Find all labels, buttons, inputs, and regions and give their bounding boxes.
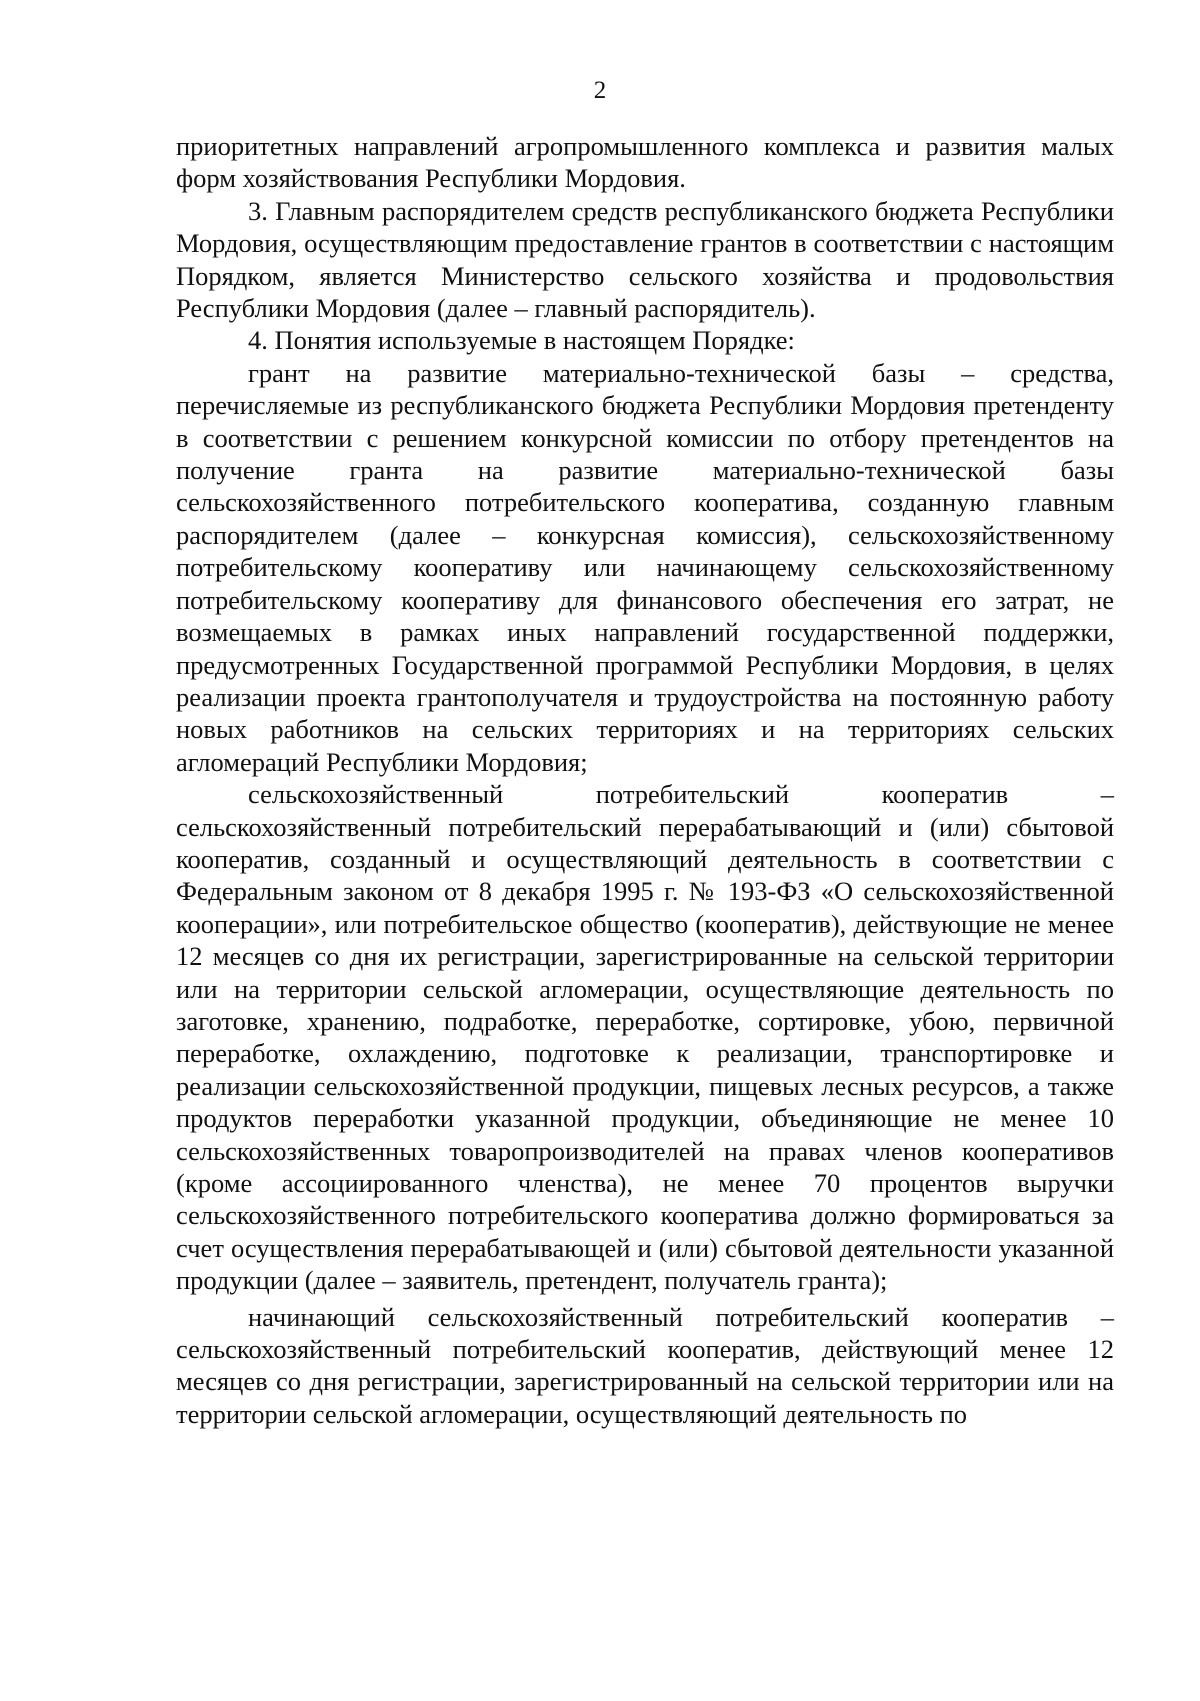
paragraph-clause-4: 4. Понятия используемые в настоящем Порядке: xyxy=(248,325,795,356)
paragraph-clause-3: 3. Главным распорядителем средств республиканского бюджета Республики Мордовия, осуществляющим предоставление грантов в соответствии с настоящим Порядком, является Министерство сельского хозяйства и продовольствия Республики Мордовия (далее – главный распорядитель). xyxy=(176,195,1114,324)
paragraph-cooperative-definition: сельскохозяйственный потребительский кооператив – сельскохозяйственный потребительский перерабатывающий и (или) сбытовой кооператив, созданный и осуществляющий деятельность в соответствии с Федеральным законом от 8 декабря 1995 г. № 193-ФЗ «О сельскохозяйственной кооперации», или потребительское общество (кооператив), действующие не менее 12 месяцев со дня их регистрации, зарегистрированные на сельской территории или на территории сельской агломерации, осуществляющие деятельность по заготовке, хранению, подработке, переработке, сортировке, убою, первичной переработке, охлаждению, подготовке к реализации, транспортировке и реализации сельскохозяйственной продукции, пищевых лесных ресурсов, а также продуктов переработки указанной продукции, объединяющие не менее 10 сельскохозяйственных товаропроизводителей на правах членов кооперативов (кроме ассоциированного членства), не менее 70 процентов выручки сельскохозяйственного потребительского кооператива должно формироваться за счет осуществления перерабатывающей и (или) сбытовой деятельности указанной продукции (далее – заявитель, претендент, получатель гранта); xyxy=(176,779,1114,1296)
paragraph-grant-definition: грант на развитие материально-технической базы – средства, перечисляемые из республиканского бюджета Республики Мордовия претенденту в соответствии с решением конкурсной комиссии по отбору претендентов на получение гранта на развитие материально-технической базы сельскохозяйственного потребительского кооператива, созданную главным распорядителем (далее – конкурсная комиссия), сельскохозяйственному потребительскому кооперативу или начинающему сельскохозяйственному потребительскому кооперативу для финансового обеспечения его затрат, не возмещаемых в рамках иных направлений государственной поддержки, предусмотренных Государственной программой Республики Мордовия, в целях реализации проекта грантополучателя и трудоустройства на постоянную работу новых работников на сельских территориях и на территориях сельских агломераций Республики Мордовия; xyxy=(176,357,1114,777)
paragraph-starting-cooperative-definition: начинающий сельскохозяйственный потребительский кооператив – сельскохозяйственный потребительский кооператив, действующий менее 12 месяцев со дня регистрации, зарегистрированный на сельской территории или на территории сельской агломерации, осуществляющий деятельность по xyxy=(176,1301,1114,1429)
page-number: 2 xyxy=(593,77,607,104)
paragraph-continuation: приоритетных направлений агропромышленного комплекса и развития малых форм хозяйствования Республики Мордовия. xyxy=(176,131,1114,194)
document-body xyxy=(176,130,1114,1430)
